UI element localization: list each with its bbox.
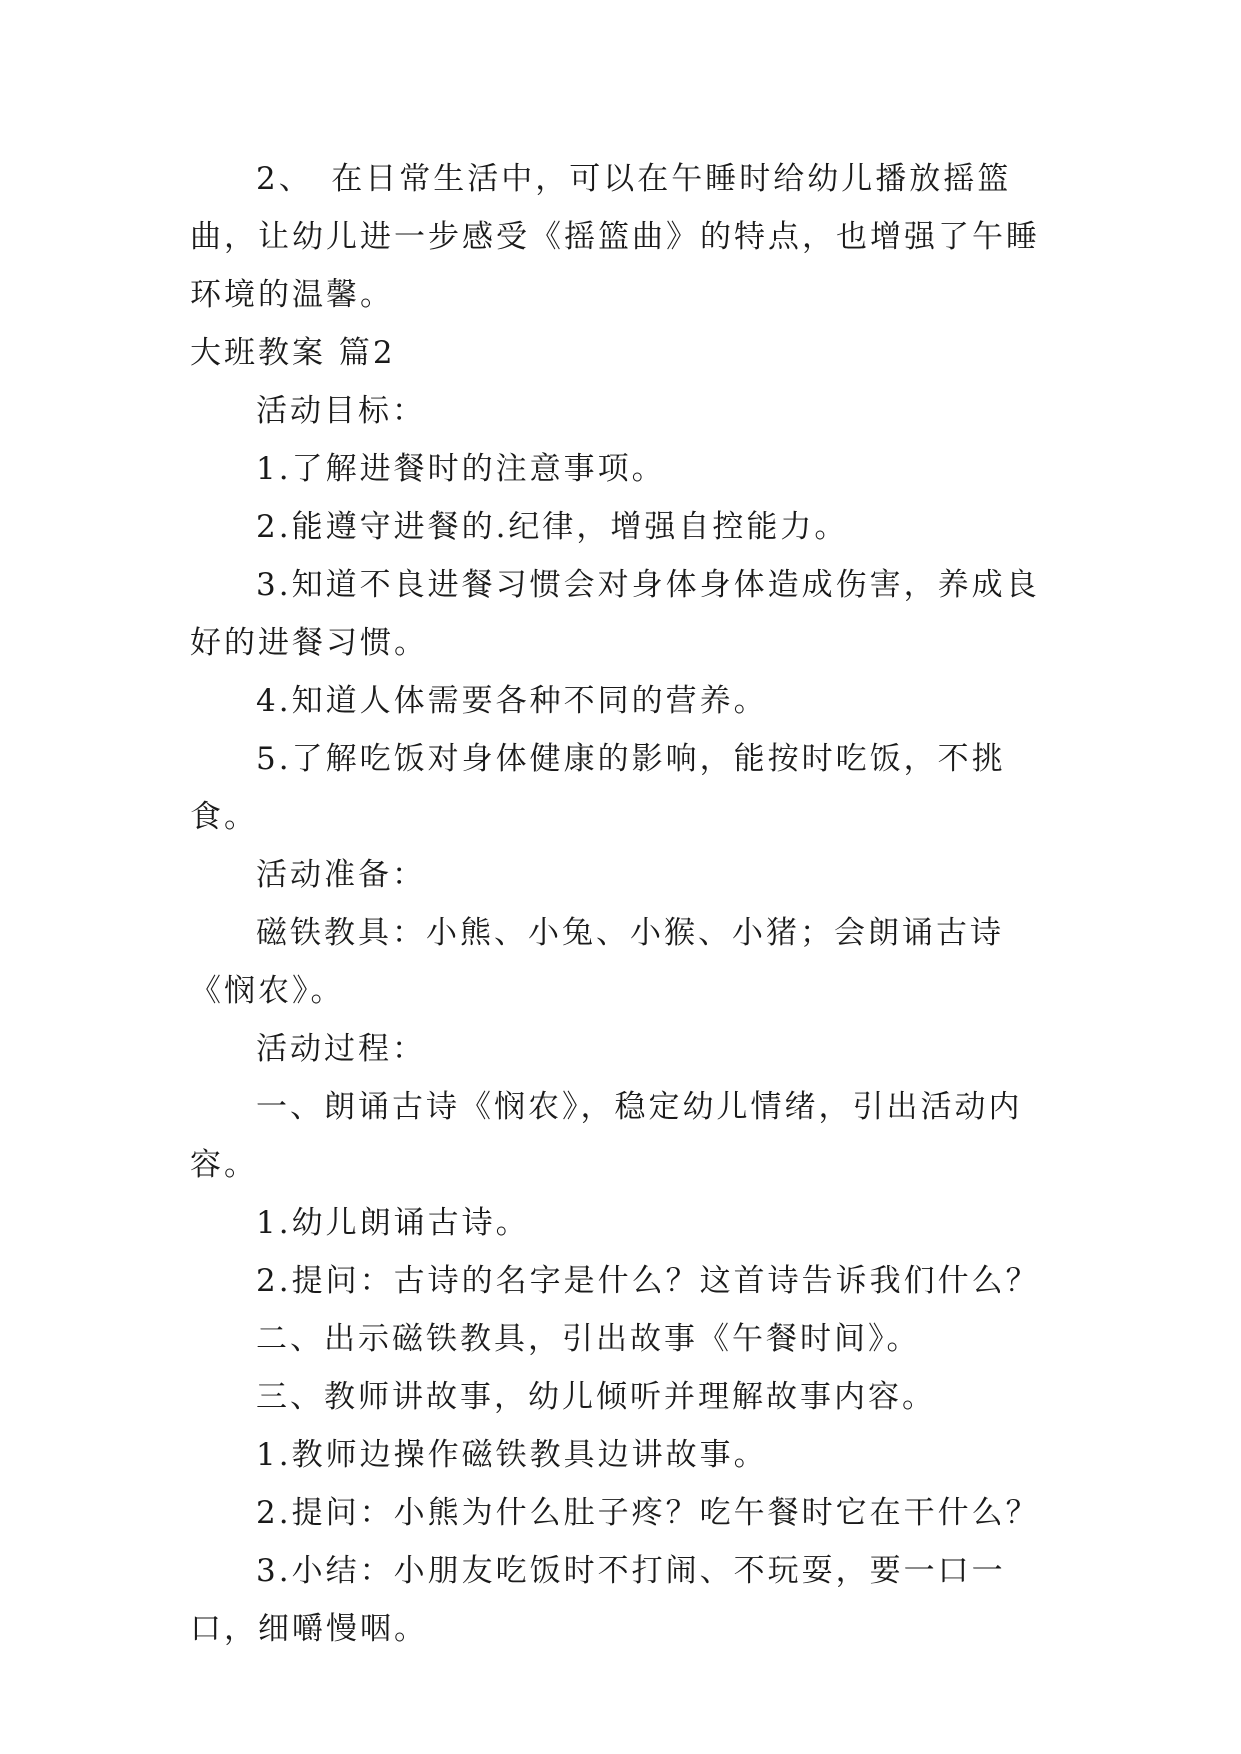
process-step: 二、出示磁铁教具，引出故事《午餐时间》。 [256, 1321, 921, 1357]
section-heading: 大班教案 篇2 [190, 335, 396, 371]
goal-item: 2.能遵守进餐的.纪律，增强自控能力。 [256, 509, 849, 545]
paragraph-lullaby-note: 2、 在日常生活中，可以在午睡时给幼儿播放摇篮曲，让幼儿进一步感受《摇篮曲》的特点，也增强了午睡环境的温馨。 [190, 161, 1040, 313]
goal-item: 5.了解吃饭对身体健康的影响，能按时吃饭，不挑食。 [190, 741, 1006, 835]
process-substep: 1.教师边操作磁铁教具边讲故事。 [256, 1437, 768, 1473]
goal-item: 1.了解进餐时的注意事项。 [256, 451, 666, 487]
process-substep: 2.提问：古诗的名字是什么？这首诗告诉我们什么？ [256, 1263, 1040, 1299]
preparation-heading: 活动准备： [256, 857, 426, 893]
preparation-text: 磁铁教具：小熊、小兔、小猴、小猪；会朗诵古诗《悯农》。 [190, 915, 1004, 1009]
document-page [190, 150, 1070, 1650]
goals-heading: 活动目标： [256, 393, 426, 429]
process-step: 三、教师讲故事，幼儿倾听并理解故事内容。 [256, 1379, 936, 1415]
goal-item: 4.知道人体需要各种不同的营养。 [256, 683, 768, 719]
process-substep: 1.幼儿朗诵古诗。 [256, 1205, 530, 1241]
process-heading: 活动过程： [256, 1031, 426, 1067]
process-step: 一、朗诵古诗《悯农》，稳定幼儿情绪，引出活动内容。 [190, 1089, 1023, 1183]
process-substep: 3.小结：小朋友吃饭时不打闹、不玩耍，要一口一口，细嚼慢咽。 [190, 1553, 1006, 1647]
process-substep: 2.提问：小熊为什么肚子疼？吃午餐时它在干什么？ [256, 1495, 1040, 1531]
goal-item: 3.知道不良进餐习惯会对身体身体造成伤害，养成良好的进餐习惯。 [190, 567, 1040, 661]
